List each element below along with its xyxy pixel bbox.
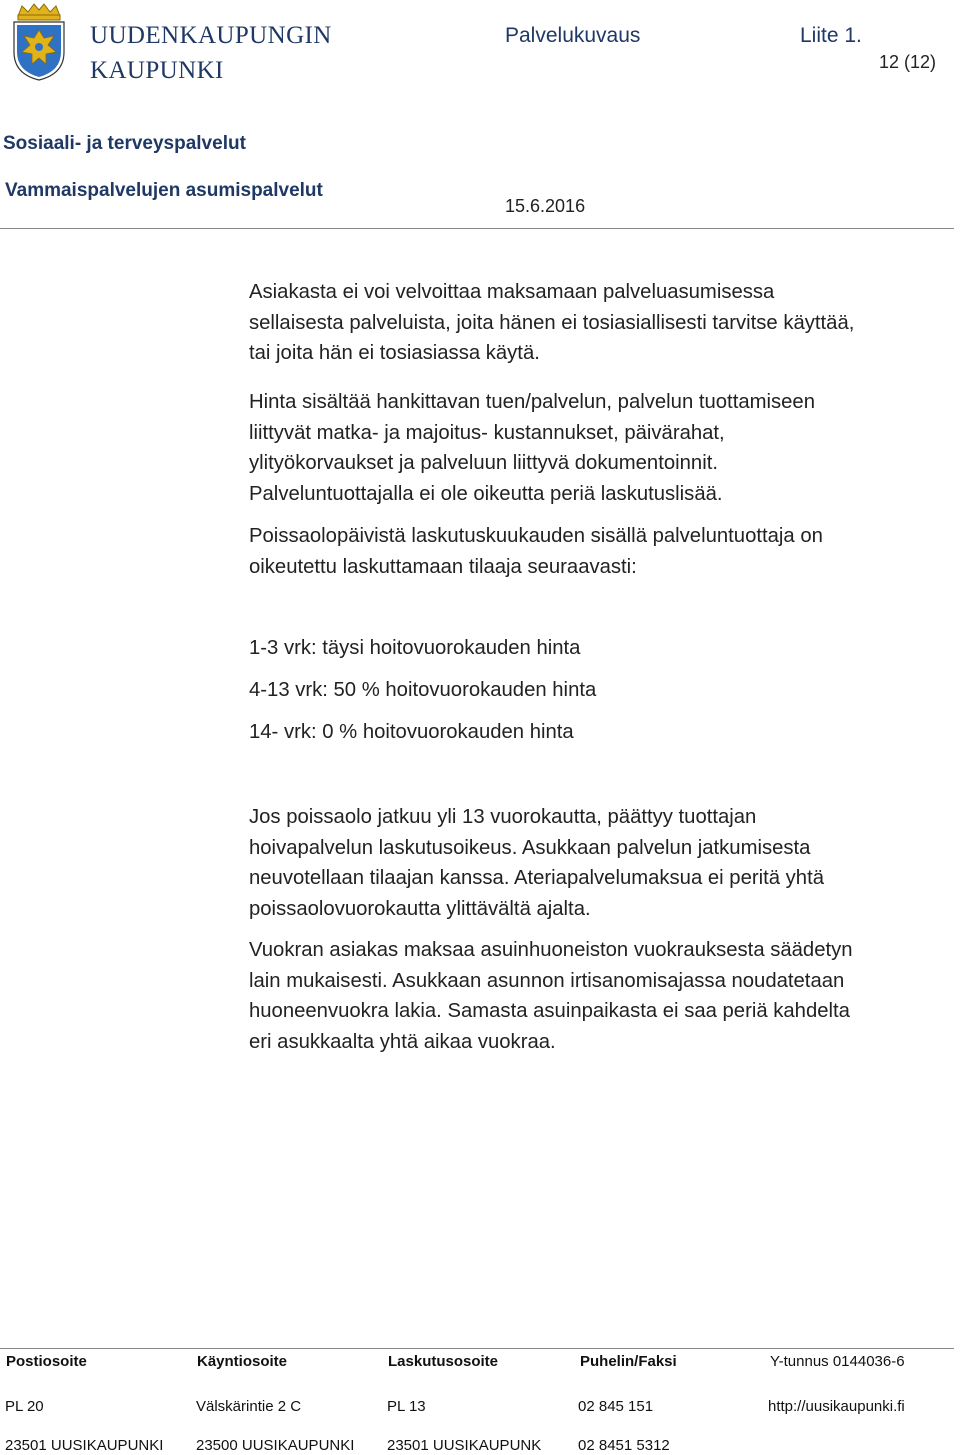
- paragraph-price-contents: [249, 387, 939, 509]
- text-line: Vuokran asiakas maksaa asuinhuoneiston vuokrauksesta säädetyn: [249, 939, 853, 961]
- text-line: ylityökorvaukset ja palveluun liittyvä dokumentoinnit.: [249, 452, 718, 474]
- paragraph-long-absence: [249, 802, 939, 924]
- page-number: 12 (12): [879, 52, 937, 72]
- footer-postal-city: 23501 UUSIKAUPUNKI: [5, 1437, 164, 1454]
- footer-billing-city: 23501 UUSIKAUPUNK: [387, 1437, 542, 1454]
- text-line: liittyvät matka- ja majoitus- kustannukset, päivärahat,: [249, 421, 725, 444]
- paragraph-rent: [249, 935, 939, 1057]
- organization-name-line1: UUDENKAUPUNGIN: [90, 22, 332, 49]
- absence-rate-item: 4-13 vrk: 50 % hoitovuorokauden hinta: [249, 679, 597, 701]
- document-date: 15.6.2016: [505, 196, 586, 216]
- footer-header-billing: Laskutusosoite: [388, 1353, 499, 1370]
- absence-rate-item: 1-3 vrk: täysi hoitovuorokauden hinta: [249, 637, 581, 659]
- footer-header-visiting: Käyntiosoite: [197, 1353, 288, 1370]
- footer-header-phone: Puhelin/Faksi: [580, 1353, 677, 1370]
- paragraph-absence-billing: [249, 521, 939, 582]
- text-line: Asiakasta ei voi velvoittaa maksamaan palveluasumisessa: [249, 281, 775, 303]
- business-id: Y-tunnus 0144036-6: [770, 1353, 905, 1370]
- text-line: oikeutettu laskuttamaan tilaaja seuraavasti:: [249, 555, 637, 578]
- footer-divider: [0, 1348, 954, 1349]
- text-line: Jos poissaolo jatkuu yli 13 vuorokautta, päättyy tuottajan: [249, 806, 757, 828]
- absence-rate-item: 14- vrk: 0 % hoitovuorokauden hinta: [249, 721, 574, 743]
- text-line: sellaisesta palveluista, joita hänen ei tosiasiallisesti tarvitse käyttää,: [249, 311, 855, 334]
- footer-phone: 02 845 151: [578, 1398, 654, 1415]
- attachment-label: Liite 1.: [800, 24, 862, 47]
- text-line: Hinta sisältää hankittavan tuen/palvelun, palvelun tuottamiseen: [249, 391, 815, 413]
- organization-name-line2: KAUPUNKI: [90, 57, 224, 84]
- text-line: eri asukkaalta yhtä aikaa vuokraa.: [249, 1030, 556, 1053]
- footer-fax: 02 8451 5312: [578, 1437, 670, 1454]
- footer-visiting-city: 23500 UUSIKAUPUNKI: [196, 1437, 355, 1454]
- text-line: tai joita hän ei tosiasiassa käytä.: [249, 342, 540, 364]
- department-title: Sosiaali- ja terveyspalvelut: [3, 133, 246, 154]
- text-line: Poissaolopäivistä laskutuskuukauden sisällä palveluntuottaja on: [249, 525, 823, 547]
- footer-postal-box: PL 20: [5, 1398, 44, 1415]
- text-line: neuvotellaan tilaajan kanssa. Ateriapalvelumaksua ei peritä yhtä: [249, 867, 824, 889]
- header-divider: [0, 228, 954, 229]
- text-line: huoneenvuokra lakia. Samasta asuinpaikasta ei saa periä kahdelta: [249, 1000, 850, 1022]
- footer-billing-box: PL 13: [387, 1398, 426, 1415]
- paragraph-billing-obligation: [249, 277, 939, 369]
- footer-website-link[interactable]: http://uusikaupunki.fi: [768, 1398, 905, 1415]
- footer-header-postal: Postiosoite: [6, 1353, 87, 1370]
- text-line: lain mukaisesti. Asukkaan asunnon irtisanomisajassa noudatetaan: [249, 969, 845, 992]
- footer-visiting-address: Välskärintie 2 C: [196, 1398, 302, 1415]
- unit-title: Vammaispalvelujen asumispalvelut: [5, 180, 323, 201]
- text-line: hoivapalvelun laskutusoikeus. Asukkaan palvelun jatkumisesta: [249, 836, 811, 859]
- text-line: poissaolovuorokautta ylittävältä ajalta.: [249, 897, 591, 920]
- document-type: Palvelukuvaus: [505, 24, 641, 47]
- coat-of-arms-icon: [10, 2, 68, 82]
- text-line: Palveluntuottajalla ei ole oikeutta periä laskutuslisää.: [249, 482, 723, 505]
